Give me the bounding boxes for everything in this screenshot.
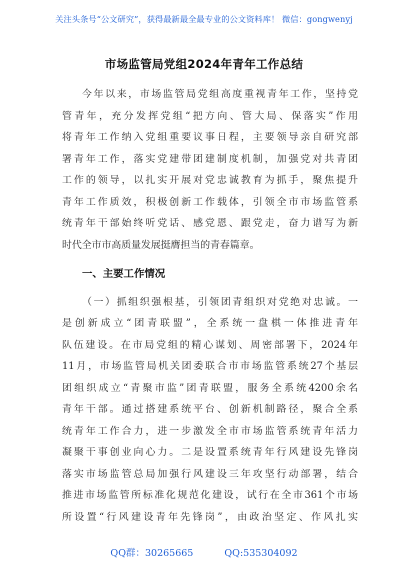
text-line: 时代全市市高质量发展挺膺担当的青春篇章。 — [62, 239, 260, 251]
qq-text: QQ:535304092 — [224, 548, 298, 559]
document-title: 市场监管局党组2024年青年工作总结 — [104, 57, 304, 71]
text-line: 将青年工作纳入党组重要议事日程，主要领导亲自研究部 — [62, 132, 358, 143]
text-line: 今年以来，市场监管局党组高度重视青年工作，坚持党 — [82, 89, 358, 100]
qq-group-text: QQ群：30265665 — [110, 548, 194, 559]
text-line: 青年干部。通过搭建系统平台、创新机制路径，聚合全系 — [62, 404, 358, 415]
text-line: 统青年工作合力，进一步激发全市市场监管系统青年活力 — [62, 425, 358, 437]
section1-paragraph — [62, 292, 358, 529]
text-line: 工作的领导，以扎实开展对党忠诚教育为抓手，聚焦提升 — [62, 175, 358, 186]
section-heading: 一、主要工作情况 — [82, 268, 166, 280]
text-line: 11月，市场监管局机关团委联合市市场监管系统27个基层 — [62, 361, 358, 372]
intro-paragraph — [62, 84, 358, 256]
text-line: 所设置“行风建设青年先锋岗”，由政治坚定、作风扎实 — [62, 511, 358, 523]
contact-footer — [0, 545, 408, 559]
text-line: 团组织成立“青聚市监”团青联盟，服务全系统4200余名 — [62, 382, 358, 394]
text-line: 队伍建设。在市局党组的精心谋划、周密部署下，2024年 — [62, 339, 358, 351]
text-line: 青年工作质效，积极创新工作载体，引领全市市场监管系 — [62, 196, 358, 208]
promo-banner: 关注头条号“公文研究”，获得最新最全最专业的公文资料库！ 微信：gongwenyj — [55, 14, 353, 24]
text-line: 推进市场监管所标准化规范化建设，试行在全市361个市场 — [62, 490, 358, 501]
text-line: 统青年干部始终听党话、感党恩、跟党走，奋力谱写为新 — [62, 218, 358, 229]
text-line: 管青年，充分发挥党组“把方向、管大局、保落实”作用 — [62, 110, 358, 122]
text-line: 是创新成立“团青联盟”，全系统一盘棋一体推进青年 — [62, 318, 358, 329]
document-body — [62, 84, 358, 528]
text-line: 署青年工作，落实党建带团建制度机制，加强党对共青团 — [62, 153, 358, 165]
text-line: 凝聚干事创业向心力。二是设置系统青年行风建设先锋岗 — [62, 447, 358, 458]
text-line: （一）抓组织强根基，引领团青组织对党绝对忠诚。一 — [82, 296, 358, 308]
text-line: 落实市场监管总局加强行风建设三年攻坚行动部署，结合 — [62, 468, 358, 480]
